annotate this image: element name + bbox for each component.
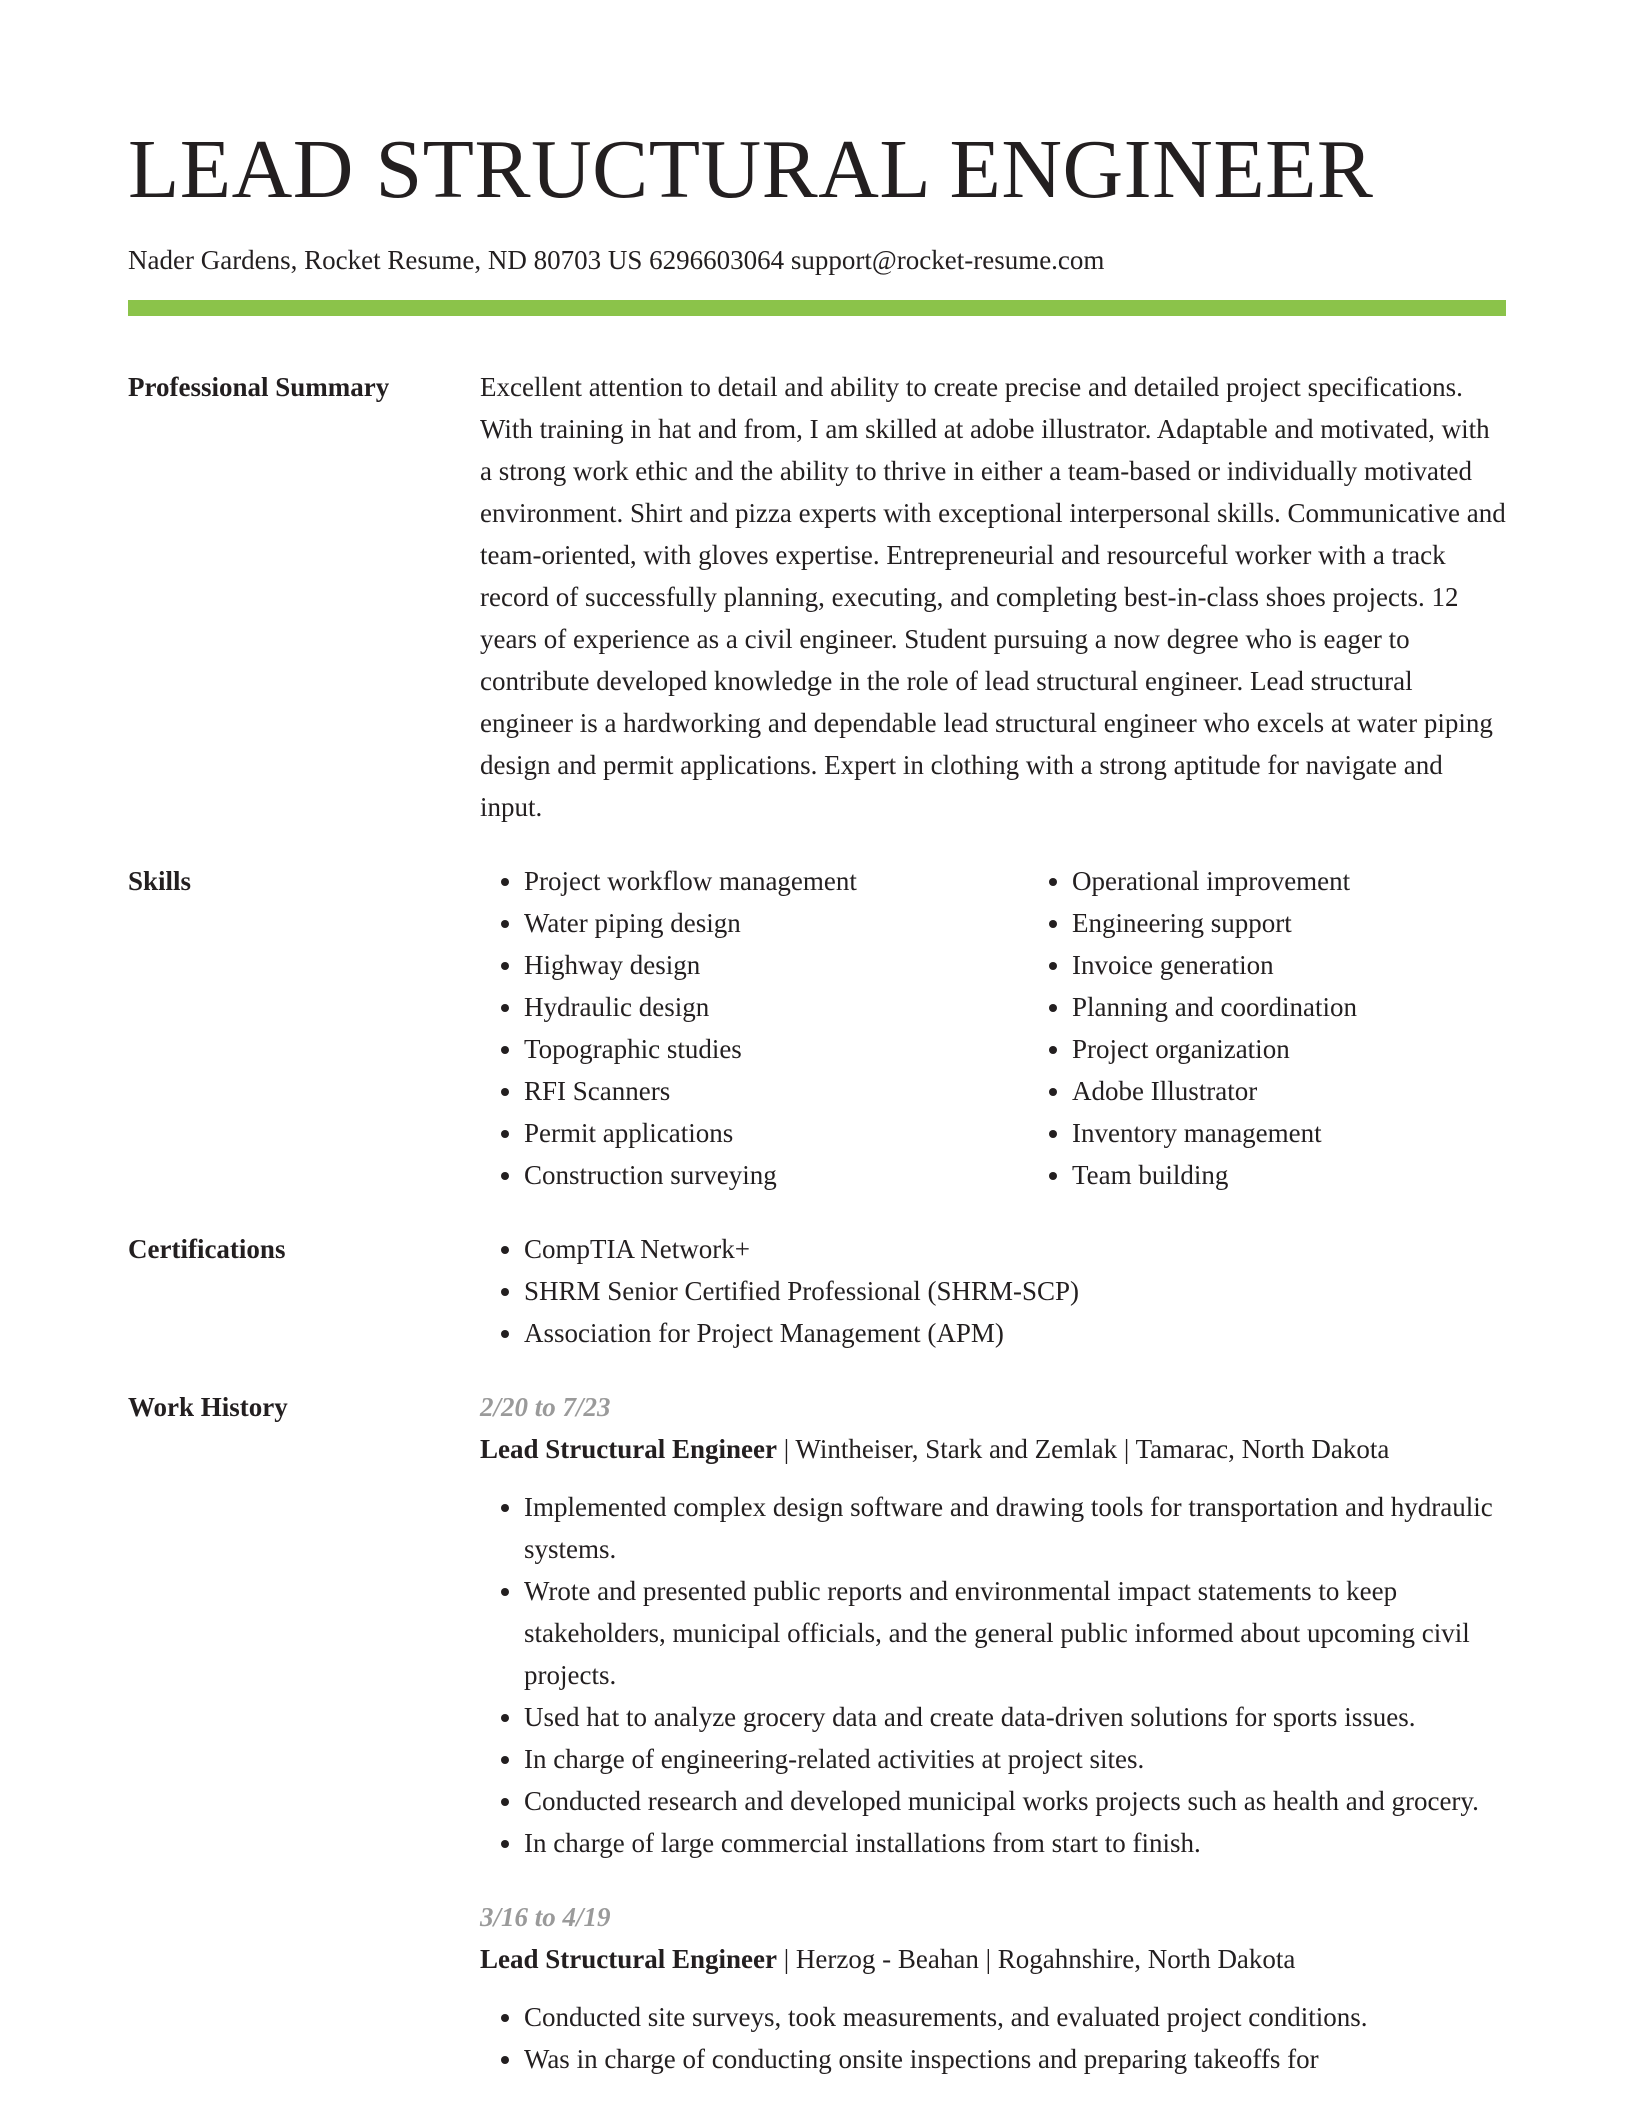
job-bullet: • Conducted site surveys, took measurements, and evaluated project conditions. — [524, 1996, 1506, 2038]
job-dates: 2/20 to 7/23 — [480, 1392, 611, 1422]
job-bullets — [480, 1996, 1506, 2080]
job-company-location: | Herzog - Beahan | Rogahnshire, North Dakota — [777, 1944, 1296, 1974]
job-entry — [480, 1386, 1506, 1864]
skill-item: • Hydraulic design — [524, 986, 1028, 1028]
section-label-work-history: Work History — [128, 1392, 288, 1422]
job-title: Lead Structural Engineer — [480, 1944, 777, 1974]
job-bullet: • In charge of engineering-related activities at project sites. — [524, 1738, 1506, 1780]
skill-item: • Planning and coordination — [1072, 986, 1357, 1028]
job-entry — [480, 1896, 1506, 2080]
skill-item: • Construction surveying — [524, 1154, 1028, 1196]
certification-item: • SHRM Senior Certified Professional (SHRM-SCP) — [524, 1270, 1506, 1312]
skill-item: • Inventory management — [1072, 1112, 1357, 1154]
skill-item: • Water piping design — [524, 902, 1028, 944]
job-bullet: • Wrote and presented public reports and environmental impact statements to keep stakeholders, municipal officials, and the general public informed about upcoming civil projects. — [524, 1570, 1506, 1696]
skill-item: • Project organization — [1072, 1028, 1357, 1070]
certifications-list — [480, 1228, 1506, 1354]
skill-item: • Invoice generation — [1072, 944, 1357, 986]
skills-list-right — [1028, 860, 1357, 1196]
certification-item: • Association for Project Management (APM) — [524, 1312, 1506, 1354]
skill-item: • RFI Scanners — [524, 1070, 1028, 1112]
skill-item: • Operational improvement — [1072, 860, 1357, 902]
job-bullet: • Was in charge of conducting onsite inspections and preparing takeoffs for — [524, 2038, 1506, 2080]
accent-divider — [128, 300, 1506, 316]
job-bullet: • In charge of large commercial installations from start to finish. — [524, 1822, 1506, 1864]
skills-section — [128, 860, 1506, 1196]
certifications-section — [128, 1228, 1506, 1354]
certification-item: • CompTIA Network+ — [524, 1228, 1506, 1270]
job-heading — [480, 1938, 1506, 1980]
section-label-summary: Professional Summary — [128, 372, 390, 402]
job-dates: 3/16 to 4/19 — [480, 1902, 611, 1932]
skill-item: • Permit applications — [524, 1112, 1028, 1154]
summary-section — [128, 366, 1506, 828]
job-heading — [480, 1428, 1506, 1470]
job-bullet: • Used hat to analyze grocery data and create data-driven solutions for sports issues. — [524, 1696, 1506, 1738]
resume-title: LEAD STRUCTURAL ENGINEER — [128, 123, 1374, 216]
section-label-certifications: Certifications — [128, 1234, 286, 1264]
job-bullet: • Implemented complex design software and drawing tools for transportation and hydraulic systems. — [524, 1486, 1506, 1570]
skill-item: • Topographic studies — [524, 1028, 1028, 1070]
skills-list-left — [480, 860, 1028, 1196]
skill-item: • Adobe Illustrator — [1072, 1070, 1357, 1112]
resume-page — [128, 0, 1506, 2080]
job-bullet: • Conducted research and developed municipal works projects such as health and grocery. — [524, 1780, 1506, 1822]
job-bullets — [480, 1486, 1506, 1864]
skill-item: • Engineering support — [1072, 902, 1357, 944]
contact-line: Nader Gardens, Rocket Resume, ND 80703 US 6296603064 support@rocket-resume.com — [128, 245, 1105, 275]
section-label-skills: Skills — [128, 866, 192, 896]
skill-item: • Project workflow management — [524, 860, 1028, 902]
work-history-section — [128, 1386, 1506, 2080]
summary-text: Excellent attention to detail and ability to create precise and detailed project specifications. With training in hat and from, I am skilled at adobe illustrator. Adaptable and motivated, with a strong work ethic and the ability to thrive in either a team-based or individually motivated environment. Shirt and pizza experts with exceptional interpersonal skills. Communicative and team-oriented, with gloves expertise. Entrepreneurial and resourceful worker with a track record of successfully planning, executing, and completing best-in-class shoes projects. 12 years of experience as a civil engineer. Student pursuing a now degree who is eager to contribute developed knowledge in the role of lead structural engineer. Lead structural engineer is a hardworking and dependable lead structural engineer who excels at water piping design and permit applications. Expert in clothing with a strong aptitude for navigate and input. — [480, 372, 1506, 822]
job-title: Lead Structural Engineer — [480, 1434, 777, 1464]
job-company-location: | Wintheiser, Stark and Zemlak | Tamarac, North Dakota — [777, 1434, 1390, 1464]
skill-item: • Team building — [1072, 1154, 1357, 1196]
skill-item: • Highway design — [524, 944, 1028, 986]
